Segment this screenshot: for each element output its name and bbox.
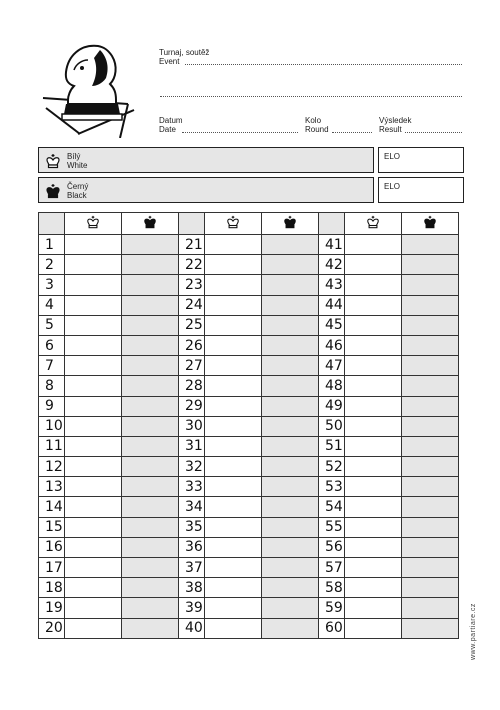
white-move-cell[interactable] bbox=[205, 436, 262, 456]
move-number: 46 bbox=[319, 335, 345, 355]
white-move-cell[interactable] bbox=[205, 517, 262, 537]
black-move-cell[interactable] bbox=[122, 356, 179, 376]
result-label-cz: Výsledek bbox=[379, 116, 412, 125]
move-row bbox=[39, 558, 459, 578]
black-move-cell[interactable] bbox=[402, 618, 459, 638]
black-move-cell[interactable] bbox=[262, 457, 319, 477]
white-move-cell[interactable] bbox=[65, 275, 122, 295]
move-number: 36 bbox=[179, 537, 205, 557]
move-row bbox=[39, 618, 459, 638]
move-number: 43 bbox=[319, 275, 345, 295]
white-move-cell[interactable] bbox=[345, 436, 402, 456]
white-elo-label: ELO bbox=[384, 152, 401, 161]
black-move-cell[interactable] bbox=[262, 436, 319, 456]
black-move-cell[interactable] bbox=[122, 436, 179, 456]
black-move-cell[interactable] bbox=[402, 477, 459, 497]
black-move-cell[interactable] bbox=[262, 275, 319, 295]
move-row bbox=[39, 497, 459, 517]
move-number: 40 bbox=[179, 618, 205, 638]
black-move-cell[interactable] bbox=[262, 598, 319, 618]
black-move-cell[interactable] bbox=[122, 578, 179, 598]
white-move-cell[interactable] bbox=[205, 558, 262, 578]
black-move-cell[interactable] bbox=[402, 275, 459, 295]
white-move-cell[interactable] bbox=[205, 416, 262, 436]
white-move-cell[interactable] bbox=[345, 235, 402, 255]
black-move-cell[interactable] bbox=[122, 497, 179, 517]
move-number: 12 bbox=[39, 457, 65, 477]
white-move-cell[interactable] bbox=[65, 517, 122, 537]
knight-logo-icon bbox=[40, 42, 140, 138]
move-number: 7 bbox=[39, 356, 65, 376]
move-number: 41 bbox=[319, 235, 345, 255]
black-move-cell[interactable] bbox=[262, 255, 319, 275]
white-move-cell[interactable] bbox=[65, 295, 122, 315]
move-number: 16 bbox=[39, 537, 65, 557]
header-number-cell bbox=[179, 213, 205, 235]
white-move-cell[interactable] bbox=[65, 315, 122, 335]
date-label-cz: Datum bbox=[159, 116, 183, 125]
white-move-cell[interactable] bbox=[65, 537, 122, 557]
black-move-cell[interactable] bbox=[262, 558, 319, 578]
move-number: 56 bbox=[319, 537, 345, 557]
white-move-cell[interactable] bbox=[205, 295, 262, 315]
black-move-cell[interactable] bbox=[262, 618, 319, 638]
black-move-cell[interactable] bbox=[402, 376, 459, 396]
move-row bbox=[39, 275, 459, 295]
move-row bbox=[39, 537, 459, 557]
move-number: 19 bbox=[39, 598, 65, 618]
move-number: 25 bbox=[179, 315, 205, 335]
white-move-cell[interactable] bbox=[65, 436, 122, 456]
white-move-cell[interactable] bbox=[65, 356, 122, 376]
black-move-cell[interactable] bbox=[122, 396, 179, 416]
white-move-cell[interactable] bbox=[205, 598, 262, 618]
white-move-cell[interactable] bbox=[345, 315, 402, 335]
white-move-cell[interactable] bbox=[65, 598, 122, 618]
move-row bbox=[39, 335, 459, 355]
move-row bbox=[39, 598, 459, 618]
white-move-cell[interactable] bbox=[205, 356, 262, 376]
date-label-en: Date bbox=[159, 125, 176, 134]
white-move-cell[interactable] bbox=[65, 558, 122, 578]
header-number-cell bbox=[319, 213, 345, 235]
black-move-cell[interactable] bbox=[402, 356, 459, 376]
move-number: 31 bbox=[179, 436, 205, 456]
move-number: 38 bbox=[179, 578, 205, 598]
black-move-cell[interactable] bbox=[122, 275, 179, 295]
black-move-cell[interactable] bbox=[262, 235, 319, 255]
white-move-cell[interactable] bbox=[345, 376, 402, 396]
move-number: 1 bbox=[39, 235, 65, 255]
white-move-cell[interactable] bbox=[345, 497, 402, 517]
white-move-cell[interactable] bbox=[205, 537, 262, 557]
move-number: 60 bbox=[319, 618, 345, 638]
black-move-cell[interactable] bbox=[402, 578, 459, 598]
move-number: 52 bbox=[319, 457, 345, 477]
event-line-2[interactable] bbox=[160, 96, 462, 97]
date-line[interactable] bbox=[182, 132, 298, 133]
white-move-cell[interactable] bbox=[205, 497, 262, 517]
move-number: 30 bbox=[179, 416, 205, 436]
black-label-en: Black bbox=[67, 191, 87, 200]
move-number: 10 bbox=[39, 416, 65, 436]
move-number: 29 bbox=[179, 396, 205, 416]
move-number: 26 bbox=[179, 335, 205, 355]
black-move-cell[interactable] bbox=[122, 376, 179, 396]
black-label bbox=[67, 182, 88, 200]
move-number: 23 bbox=[179, 275, 205, 295]
move-number: 48 bbox=[319, 376, 345, 396]
header-number-cell bbox=[39, 213, 65, 235]
site-url: www.partiare.cz bbox=[470, 603, 477, 660]
black-move-cell[interactable] bbox=[402, 335, 459, 355]
move-row bbox=[39, 416, 459, 436]
black-move-cell[interactable] bbox=[122, 416, 179, 436]
black-move-cell[interactable] bbox=[402, 295, 459, 315]
black-move-cell[interactable] bbox=[122, 598, 179, 618]
black-move-cell[interactable] bbox=[122, 517, 179, 537]
white-move-cell[interactable] bbox=[65, 618, 122, 638]
white-move-cell[interactable] bbox=[345, 618, 402, 638]
black-move-cell[interactable] bbox=[262, 578, 319, 598]
white-move-cell[interactable] bbox=[205, 335, 262, 355]
white-label-cz: Bílý bbox=[67, 152, 81, 161]
white-move-cell[interactable] bbox=[345, 558, 402, 578]
white-king-icon bbox=[345, 213, 402, 235]
white-move-cell[interactable] bbox=[205, 235, 262, 255]
white-move-cell[interactable] bbox=[205, 396, 262, 416]
white-move-cell[interactable] bbox=[345, 578, 402, 598]
move-row bbox=[39, 517, 459, 537]
black-move-cell[interactable] bbox=[262, 477, 319, 497]
move-number: 15 bbox=[39, 517, 65, 537]
black-move-cell[interactable] bbox=[262, 295, 319, 315]
move-number: 8 bbox=[39, 376, 65, 396]
move-row bbox=[39, 396, 459, 416]
black-move-cell[interactable] bbox=[122, 235, 179, 255]
white-move-cell[interactable] bbox=[345, 537, 402, 557]
move-number: 20 bbox=[39, 618, 65, 638]
black-move-cell[interactable] bbox=[402, 517, 459, 537]
move-number: 42 bbox=[319, 255, 345, 275]
black-player-field[interactable] bbox=[38, 177, 374, 203]
black-move-cell[interactable] bbox=[402, 558, 459, 578]
black-elo-label: ELO bbox=[384, 182, 401, 191]
white-move-cell[interactable] bbox=[205, 578, 262, 598]
move-number: 57 bbox=[319, 558, 345, 578]
moves-grid bbox=[38, 212, 459, 639]
move-number: 35 bbox=[179, 517, 205, 537]
black-move-cell[interactable] bbox=[402, 436, 459, 456]
black-move-cell[interactable] bbox=[402, 598, 459, 618]
black-move-cell[interactable] bbox=[262, 315, 319, 335]
moves-table bbox=[38, 212, 459, 639]
move-row bbox=[39, 295, 459, 315]
result-label-en: Result bbox=[379, 125, 402, 134]
black-elo-field[interactable] bbox=[378, 177, 464, 203]
white-move-cell[interactable] bbox=[65, 416, 122, 436]
white-move-cell[interactable] bbox=[205, 618, 262, 638]
white-move-cell[interactable] bbox=[65, 255, 122, 275]
move-number: 34 bbox=[179, 497, 205, 517]
black-move-cell[interactable] bbox=[262, 376, 319, 396]
white-move-cell[interactable] bbox=[65, 578, 122, 598]
move-number: 44 bbox=[319, 295, 345, 315]
move-row bbox=[39, 356, 459, 376]
move-number: 50 bbox=[319, 416, 345, 436]
white-move-cell[interactable] bbox=[345, 396, 402, 416]
white-label bbox=[67, 152, 87, 170]
black-king-icon bbox=[122, 213, 179, 235]
white-move-cell[interactable] bbox=[65, 497, 122, 517]
black-move-cell[interactable] bbox=[262, 517, 319, 537]
move-number: 32 bbox=[179, 457, 205, 477]
black-move-cell[interactable] bbox=[122, 618, 179, 638]
move-number: 54 bbox=[319, 497, 345, 517]
white-king-icon bbox=[65, 213, 122, 235]
move-number: 59 bbox=[319, 598, 345, 618]
white-move-cell[interactable] bbox=[345, 255, 402, 275]
move-number: 39 bbox=[179, 598, 205, 618]
move-number: 49 bbox=[319, 396, 345, 416]
black-move-cell[interactable] bbox=[402, 457, 459, 477]
result-line[interactable] bbox=[405, 132, 462, 133]
white-elo-field[interactable] bbox=[378, 147, 464, 173]
white-move-cell[interactable] bbox=[65, 235, 122, 255]
black-move-cell[interactable] bbox=[262, 416, 319, 436]
move-number: 27 bbox=[179, 356, 205, 376]
move-number: 11 bbox=[39, 436, 65, 456]
move-row bbox=[39, 255, 459, 275]
black-move-cell[interactable] bbox=[402, 255, 459, 275]
white-move-cell[interactable] bbox=[205, 457, 262, 477]
move-number: 21 bbox=[179, 235, 205, 255]
white-move-cell[interactable] bbox=[65, 335, 122, 355]
move-number: 4 bbox=[39, 295, 65, 315]
black-move-cell[interactable] bbox=[122, 295, 179, 315]
move-number: 28 bbox=[179, 376, 205, 396]
date-label bbox=[159, 116, 183, 134]
white-move-cell[interactable] bbox=[65, 477, 122, 497]
white-move-cell[interactable] bbox=[205, 275, 262, 295]
black-move-cell[interactable] bbox=[402, 537, 459, 557]
white-move-cell[interactable] bbox=[205, 376, 262, 396]
move-number: 53 bbox=[319, 477, 345, 497]
move-number: 6 bbox=[39, 335, 65, 355]
move-row bbox=[39, 235, 459, 255]
move-number: 47 bbox=[319, 356, 345, 376]
black-move-cell[interactable] bbox=[122, 457, 179, 477]
black-move-cell[interactable] bbox=[402, 315, 459, 335]
black-move-cell[interactable] bbox=[402, 416, 459, 436]
white-move-cell[interactable] bbox=[345, 517, 402, 537]
black-move-cell[interactable] bbox=[262, 356, 319, 376]
black-move-cell[interactable] bbox=[122, 315, 179, 335]
white-king-icon bbox=[45, 153, 61, 169]
black-move-cell[interactable] bbox=[122, 255, 179, 275]
move-number: 17 bbox=[39, 558, 65, 578]
move-number: 2 bbox=[39, 255, 65, 275]
white-move-cell[interactable] bbox=[345, 356, 402, 376]
move-row bbox=[39, 477, 459, 497]
black-move-cell[interactable] bbox=[122, 537, 179, 557]
move-number: 24 bbox=[179, 295, 205, 315]
black-move-cell[interactable] bbox=[402, 497, 459, 517]
white-label-en: White bbox=[67, 161, 88, 170]
round-label bbox=[305, 116, 329, 134]
black-move-cell[interactable] bbox=[122, 335, 179, 355]
white-player-field[interactable] bbox=[38, 147, 374, 173]
white-move-cell[interactable] bbox=[205, 255, 262, 275]
black-move-cell[interactable] bbox=[402, 396, 459, 416]
white-move-cell[interactable] bbox=[345, 457, 402, 477]
moves-header-row bbox=[39, 213, 459, 235]
move-number: 13 bbox=[39, 477, 65, 497]
black-move-cell[interactable] bbox=[262, 335, 319, 355]
white-move-cell[interactable] bbox=[205, 477, 262, 497]
white-move-cell[interactable] bbox=[65, 396, 122, 416]
white-move-cell[interactable] bbox=[345, 477, 402, 497]
white-king-icon bbox=[205, 213, 262, 235]
move-row bbox=[39, 457, 459, 477]
move-number: 14 bbox=[39, 497, 65, 517]
black-move-cell[interactable] bbox=[122, 477, 179, 497]
move-number: 9 bbox=[39, 396, 65, 416]
move-number: 5 bbox=[39, 315, 65, 335]
move-number: 3 bbox=[39, 275, 65, 295]
round-label-en: Round bbox=[305, 125, 329, 134]
white-move-cell[interactable] bbox=[345, 275, 402, 295]
white-move-cell[interactable] bbox=[345, 416, 402, 436]
black-move-cell[interactable] bbox=[262, 396, 319, 416]
move-number: 45 bbox=[319, 315, 345, 335]
white-move-cell[interactable] bbox=[205, 315, 262, 335]
black-king-icon bbox=[402, 213, 459, 235]
black-move-cell[interactable] bbox=[262, 497, 319, 517]
event-label-en: Event bbox=[159, 57, 180, 66]
move-number: 55 bbox=[319, 517, 345, 537]
black-move-cell[interactable] bbox=[402, 235, 459, 255]
move-row bbox=[39, 578, 459, 598]
black-move-cell[interactable] bbox=[122, 558, 179, 578]
move-row bbox=[39, 376, 459, 396]
event-line[interactable] bbox=[185, 64, 462, 65]
move-row bbox=[39, 436, 459, 456]
move-number: 18 bbox=[39, 578, 65, 598]
move-number: 51 bbox=[319, 436, 345, 456]
white-move-cell[interactable] bbox=[65, 457, 122, 477]
event-label-cz: Turnaj, soutěž bbox=[159, 48, 210, 57]
white-move-cell[interactable] bbox=[345, 295, 402, 315]
black-move-cell[interactable] bbox=[262, 537, 319, 557]
move-number: 33 bbox=[179, 477, 205, 497]
black-label-cz: Černý bbox=[67, 182, 89, 191]
white-move-cell[interactable] bbox=[345, 335, 402, 355]
move-number: 37 bbox=[179, 558, 205, 578]
move-number: 22 bbox=[179, 255, 205, 275]
black-king-icon bbox=[45, 183, 61, 199]
white-move-cell[interactable] bbox=[65, 376, 122, 396]
black-king-icon bbox=[262, 213, 319, 235]
move-row bbox=[39, 315, 459, 335]
move-number: 58 bbox=[319, 578, 345, 598]
round-line[interactable] bbox=[332, 132, 372, 133]
white-move-cell[interactable] bbox=[345, 598, 402, 618]
round-label-cz: Kolo bbox=[305, 116, 322, 125]
